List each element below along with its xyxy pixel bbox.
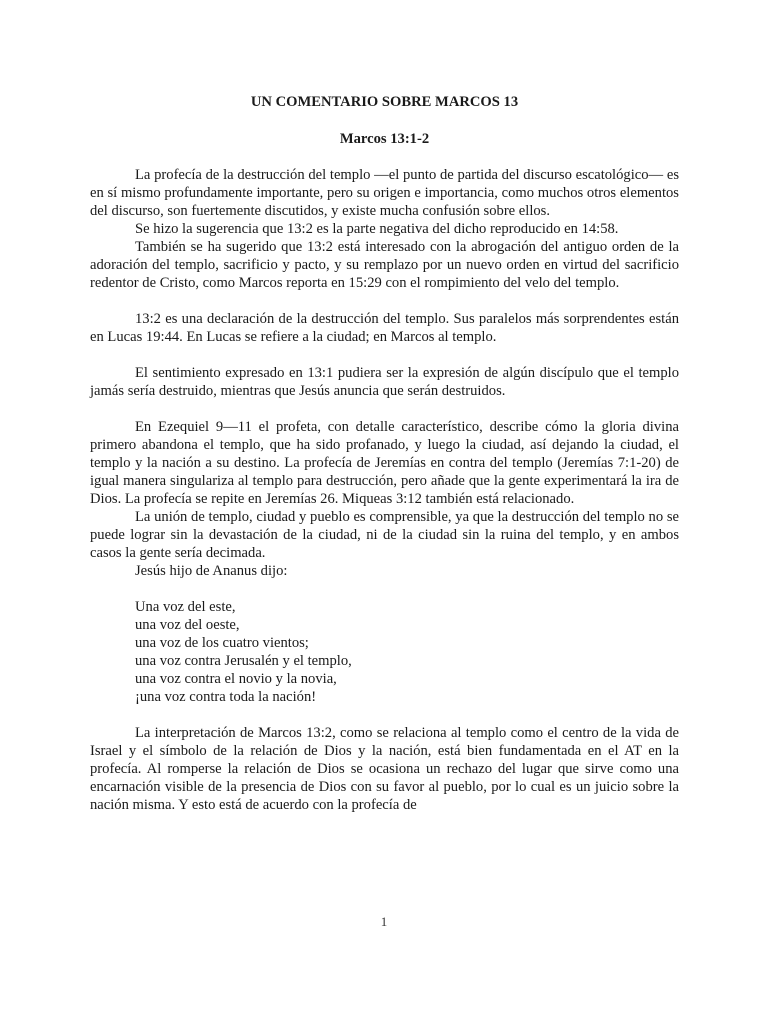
poem-line: Una voz del este, — [135, 599, 236, 615]
paragraph: Se hizo la sugerencia que 13:2 es la parte negativa del dicho reproducido en 14:58. — [135, 221, 619, 237]
quoted-poem — [90, 598, 679, 706]
paragraph-spacer — [90, 346, 679, 364]
paragraph: La interpretación de Marcos 13:2, como se relaciona al templo como el centro de la vida de Israel y el símbolo de la relación de Dios y la nación, está bien fundamentada en el AT en la profecía. Al romperse la relación de Dios se ocasiona un rechazo del lugar que sirve como una encarnación visible de la presencia de Dios con su favor al pueblo, por lo cual es un juicio sobre la nación misma. Y esto está de acuerdo con la profecía de — [90, 725, 679, 813]
poem-line: ¡una voz contra toda la nación! — [135, 689, 317, 705]
paragraph: Jesús hijo de Ananus dijo: — [135, 563, 288, 579]
poem-line: una voz contra el novio y la novia, — [135, 671, 337, 687]
poem-line: una voz del oeste, — [135, 617, 240, 633]
paragraph-spacer — [90, 580, 679, 598]
section-heading: Marcos 13:1-2 — [339, 131, 430, 147]
page-number: 1 — [380, 914, 388, 929]
document-page — [90, 93, 679, 814]
paragraph-spacer — [90, 400, 679, 418]
paragraph: En Ezequiel 9—11 el profeta, con detalle característico, describe cómo la gloria divina primero abandona el templo, que ha sido profanado, y luego la ciudad, así dejando la ciudad, el templo y la nación a su destino. La profecía de Jeremías en contra del templo (Jeremías 7:1-20) de igual manera singulariza al templo para destrucción, pero añade que la gente experimentará la ira de Dios. La profecía se repite en Jeremías 26. Miqueas 3:12 también está relacionado. — [90, 419, 679, 507]
paragraph: El sentimiento expresado en 13:1 pudiera ser la expresión de algún discípulo que el templo jamás sería destruido, mientras que Jesús anuncia que serán destruidos. — [90, 365, 679, 399]
paragraph-spacer — [90, 706, 679, 724]
document-title: UN COMENTARIO SOBRE MARCOS 13 — [250, 94, 519, 110]
paragraph-spacer — [90, 292, 679, 310]
poem-line: una voz contra Jerusalén y el templo, — [135, 653, 352, 669]
paragraph: La unión de templo, ciudad y pueblo es comprensible, ya que la destrucción del templo no se puede lograr sin la devastación de la ciudad, ni de la ciudad sin la ruina del templo, y en ambos casos la gente sería decimada. — [90, 509, 679, 561]
poem-line: una voz de los cuatro vientos; — [135, 635, 309, 651]
paragraph: También se ha sugerido que 13:2 está interesado con la abrogación del antiguo orden de la adoración del templo, sacrificio y pacto, y su remplazo por un nuevo orden en virtud del sacrificio redentor de Cristo, como Marcos reporta en 15:29 con el rompimiento del velo del templo. — [90, 239, 679, 291]
paragraph: La profecía de la destrucción del templo —el punto de partida del discurso escatológico— es en sí mismo profundamente importante, pero su origen e importancia, como muchos otros elementos del discurso, son fuertemente discutidos, y existe mucha confusión sobre ellos. — [90, 167, 679, 219]
paragraph: 13:2 es una declaración de la destrucción del templo. Sus paralelos más sorprendentes están en Lucas 19:44. En Lucas se refiere a la ciudad; en Marcos al templo. — [90, 311, 679, 345]
